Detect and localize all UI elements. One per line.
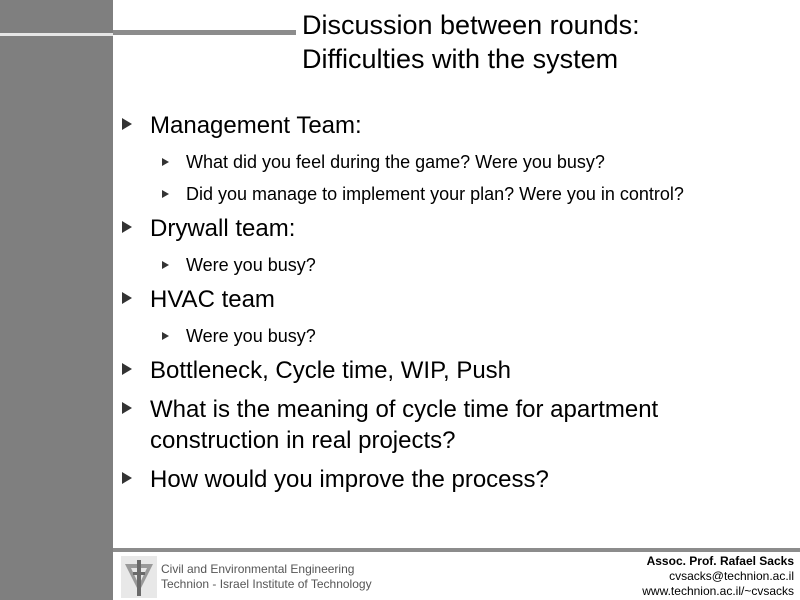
bullet-icon	[162, 332, 169, 340]
bullet-text: Did you manage to implement your plan? Were you in control?	[186, 184, 684, 204]
bullet-level1	[122, 355, 782, 386]
bullet-text: What did you feel during the game? Were you busy?	[186, 152, 605, 172]
bullet-icon	[122, 363, 132, 375]
bullet-text: How would you improve the process?	[150, 466, 549, 493]
bullet-level2	[122, 181, 782, 207]
slide-title	[302, 8, 782, 76]
bullet-text: HVAC team	[150, 286, 275, 313]
institution-info	[161, 562, 372, 592]
bullet-level1	[122, 213, 782, 244]
bullet-level2	[122, 323, 782, 349]
slide-title-line-2: Difficulties with the system	[302, 44, 619, 74]
footer	[113, 552, 800, 600]
bullet-text: Were you busy?	[186, 326, 316, 346]
bullet-icon	[122, 221, 132, 233]
slide-title-line-1: Discussion between rounds:	[302, 10, 640, 40]
bullet-level1	[122, 110, 782, 141]
bullet-icon	[162, 190, 169, 198]
bullet-text: Were you busy?	[186, 255, 316, 275]
bullet-icon	[162, 261, 169, 269]
bullet-level2	[122, 252, 782, 278]
slide-content	[122, 110, 782, 503]
author-email[interactable]: cvsacks@technion.ac.il	[669, 569, 794, 583]
department-name: Civil and Environmental Engineering	[161, 562, 355, 576]
author-website[interactable]: www.technion.ac.il/~cvsacks	[642, 584, 794, 598]
contact-info	[642, 554, 794, 599]
bullet-level1	[122, 394, 782, 456]
bullet-text: Drywall team:	[150, 215, 296, 242]
bullet-text: Management Team:	[150, 112, 362, 139]
bullet-icon	[162, 158, 169, 166]
institute-name: Technion - Israel Institute of Technology	[161, 577, 372, 591]
bullet-icon	[122, 472, 132, 484]
author-name: Assoc. Prof. Rafael Sacks	[646, 554, 794, 568]
bullet-text: Bottleneck, Cycle time, WIP, Push	[150, 357, 512, 384]
bullet-icon	[122, 118, 132, 130]
bullet-level1	[122, 464, 782, 495]
bullet-icon	[122, 402, 132, 414]
technion-logo	[121, 556, 157, 598]
bullet-level2	[122, 149, 782, 175]
title-rule	[113, 30, 296, 35]
bullet-text: What is the meaning of cycle time for apartment construction in real projects?	[150, 396, 659, 454]
left-sidebar-bar	[0, 0, 113, 600]
bullet-level1	[122, 284, 782, 315]
bullet-icon	[122, 292, 132, 304]
sidebar-accent-line	[0, 33, 113, 36]
